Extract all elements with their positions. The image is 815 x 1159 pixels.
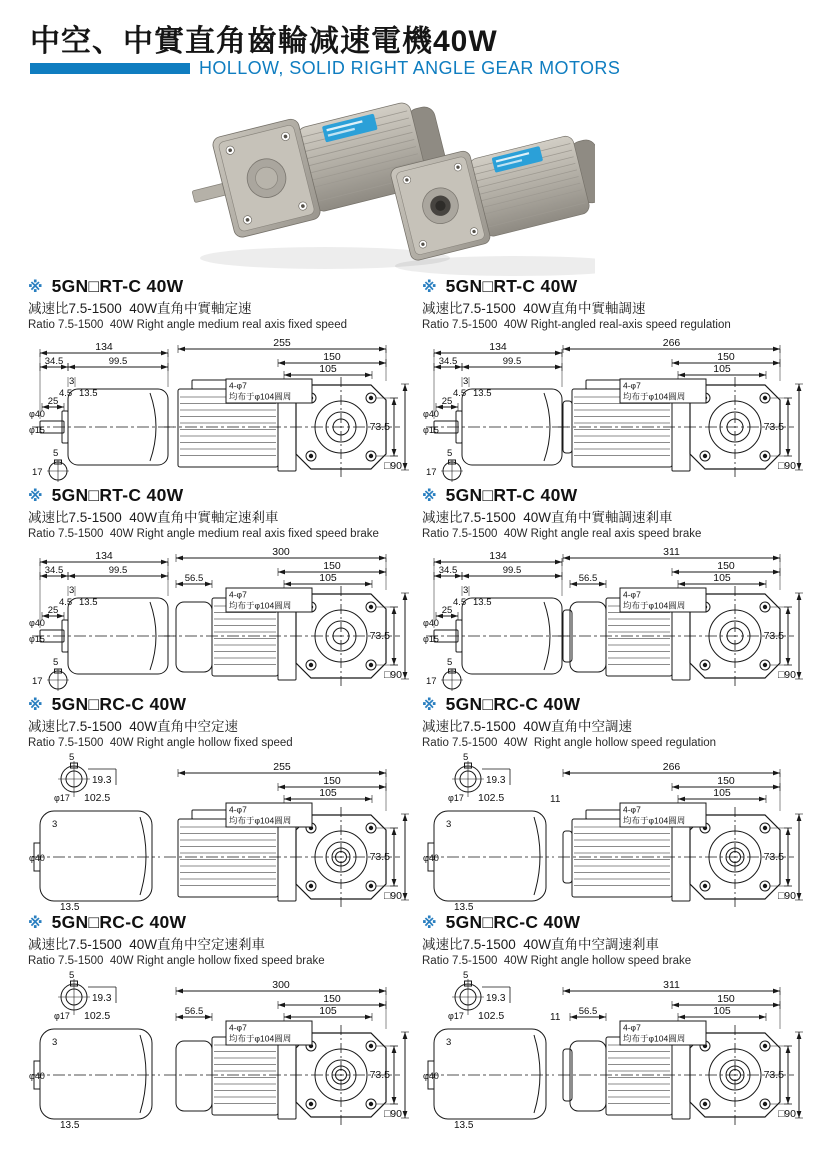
dim-label: 19.3 xyxy=(92,993,112,1004)
reference-mark-icon: ※ xyxy=(28,915,43,932)
dim-label: □90 xyxy=(777,1108,796,1120)
dim-label: φ15 xyxy=(423,634,439,644)
dim-label: 34.5 xyxy=(438,565,458,576)
dim-label: 13.5 xyxy=(60,902,80,911)
dim-label: 56.5 xyxy=(184,1006,204,1017)
dim-label: 73.5 xyxy=(369,851,390,863)
dim-label: □90 xyxy=(383,460,402,472)
dim-label: 255 xyxy=(273,761,291,773)
description-zh: 减速比7.5-1500 40W直角中空調速剎車 xyxy=(422,937,660,952)
dim-label: φ15 xyxy=(29,425,45,435)
section-header xyxy=(422,485,810,507)
model-name: 5GN□RC-C 40W xyxy=(445,912,581,932)
technical-drawing xyxy=(28,544,413,694)
dim-label: 34.5 xyxy=(44,356,64,367)
dim-label: 13.5 xyxy=(454,902,474,911)
dim-label: □90 xyxy=(777,890,796,902)
description-zh: 减速比7.5-1500 40W直角中空定速 xyxy=(28,719,239,734)
dim-label: 4-φ7 xyxy=(229,380,247,391)
dim-label: 13.5 xyxy=(79,388,98,399)
description-zh: 减速比7.5-1500 40W直角中實軸定速剎車 xyxy=(28,510,279,525)
dim-label: 134 xyxy=(95,341,113,353)
dim-label: □90 xyxy=(777,460,796,472)
dim-label: 19.3 xyxy=(486,993,506,1004)
dim-label: 均布于φ104圓周 xyxy=(229,391,292,402)
dim-label: 均布于φ104圓周 xyxy=(229,815,292,826)
dim-label: 150 xyxy=(717,351,735,363)
dim-label: 150 xyxy=(323,993,341,1005)
dim-label: 4.5 xyxy=(453,388,467,399)
technical-drawing xyxy=(28,971,413,1129)
dim-label: 105 xyxy=(319,572,337,584)
dim-label: 105 xyxy=(713,572,731,584)
product-photo-illustration xyxy=(185,80,595,276)
product-section xyxy=(422,276,810,485)
technical-drawing xyxy=(422,544,807,694)
dim-label: φ40 xyxy=(29,618,45,628)
dim-label: 73.5 xyxy=(763,421,784,433)
description-zh: 减速比7.5-1500 40W直角中實軸定速 xyxy=(28,301,252,316)
dim-label: 11 xyxy=(550,794,561,805)
dim-label: 17 xyxy=(426,467,437,478)
product-section xyxy=(28,485,416,694)
reference-mark-icon: ※ xyxy=(28,279,43,296)
section-header xyxy=(422,276,810,298)
dim-label: 均布于φ104圓周 xyxy=(623,600,686,611)
dim-label: 均布于φ104圓周 xyxy=(229,600,292,611)
dim-label: 73.5 xyxy=(369,421,390,433)
dim-label: φ40 xyxy=(423,618,439,628)
dim-label: 73.5 xyxy=(369,630,390,642)
dim-label: 19.3 xyxy=(92,775,112,786)
dim-label: 300 xyxy=(272,979,290,991)
dim-label: 266 xyxy=(662,337,681,349)
dim-label: 102.5 xyxy=(478,792,505,804)
dim-label: φ15 xyxy=(423,425,439,435)
dim-label: φ17 xyxy=(54,1011,70,1021)
description-en: Ratio 7.5-1500 40W Right angle hollow speed regulation xyxy=(422,737,717,749)
dim-label: 3 xyxy=(446,819,452,830)
dim-label: 均布于φ104圓周 xyxy=(229,1033,292,1044)
reference-mark-icon: ※ xyxy=(28,488,43,505)
dim-label: 266 xyxy=(662,761,681,773)
technical-drawing xyxy=(422,753,807,911)
dim-label: □90 xyxy=(777,669,796,681)
dim-label: φ40 xyxy=(29,1071,45,1081)
dim-label: 150 xyxy=(717,775,735,787)
dim-label: 134 xyxy=(95,550,113,562)
dim-label: 105 xyxy=(713,363,731,375)
dim-label: 311 xyxy=(663,546,680,558)
dim-label: 3 xyxy=(69,376,75,387)
dim-label: 73.5 xyxy=(763,851,784,863)
dim-label: 3 xyxy=(69,585,75,596)
section-header xyxy=(28,485,416,507)
section-header xyxy=(28,276,416,298)
dim-label: 均布于φ104圓周 xyxy=(623,391,686,402)
dim-label: 3 xyxy=(463,376,469,387)
description-zh: 减速比7.5-1500 40W直角中空定速剎車 xyxy=(28,937,266,952)
dim-label: 73.5 xyxy=(763,630,784,642)
output-shaft xyxy=(192,183,227,203)
dim-label: 均布于φ104圓周 xyxy=(623,815,686,826)
dim-label: 3 xyxy=(446,1037,452,1048)
product-section xyxy=(422,694,810,911)
technical-drawing xyxy=(422,971,807,1129)
product-section xyxy=(422,485,810,694)
dim-label: 3 xyxy=(463,585,469,596)
reference-mark-icon: ※ xyxy=(422,488,437,505)
dim-label: 17 xyxy=(32,676,43,687)
dim-label: 13.5 xyxy=(473,388,492,399)
dim-label: 102.5 xyxy=(84,792,111,804)
dim-label: 5 xyxy=(53,448,59,459)
description-en: Ratio 7.5-1500 40W Right angle medium real axis fixed speed brake xyxy=(28,528,379,540)
product-section xyxy=(28,276,416,485)
reference-mark-icon: ※ xyxy=(422,697,437,714)
page-title: 中空、中實直角齒輪减速電機40W xyxy=(30,25,498,58)
dim-label: 11 xyxy=(550,1012,561,1023)
model-name: 5GN□RT-C 40W xyxy=(445,485,578,505)
description-en: Ratio 7.5-1500 40W Right-angled real-axis speed regulation xyxy=(422,319,731,331)
dim-label: 5 xyxy=(447,448,453,459)
model-name: 5GN□RT-C 40W xyxy=(51,276,184,296)
dim-label: 4-φ7 xyxy=(623,804,641,815)
product-section xyxy=(422,912,810,1129)
model-name: 5GN□RT-C 40W xyxy=(51,485,184,505)
dim-label: 5 xyxy=(69,971,75,981)
section-header xyxy=(422,912,810,934)
reference-mark-icon: ※ xyxy=(422,279,437,296)
reference-mark-icon: ※ xyxy=(28,697,43,714)
technical-drawing xyxy=(28,753,413,911)
dim-label: 4-φ7 xyxy=(229,589,247,600)
dim-label: 4-φ7 xyxy=(623,380,641,391)
dim-label: 150 xyxy=(323,560,341,572)
dim-label: φ17 xyxy=(448,793,464,803)
dim-label: 255 xyxy=(273,337,291,349)
dim-label: 均布于φ104圓周 xyxy=(623,1033,686,1044)
reference-mark-icon: ※ xyxy=(422,915,437,932)
dim-label: 105 xyxy=(319,1005,337,1017)
dim-label: 99.5 xyxy=(502,356,522,367)
dim-label: □90 xyxy=(383,1108,402,1120)
dim-label: 25 xyxy=(47,605,59,616)
dim-label: 13.5 xyxy=(454,1120,474,1129)
dim-label: 19.3 xyxy=(486,775,506,786)
dim-label: 56.5 xyxy=(578,573,598,584)
page-subtitle: HOLLOW, SOLID RIGHT ANGLE GEAR MOTORS xyxy=(199,58,621,78)
dim-label: 300 xyxy=(272,546,290,558)
dim-label: φ15 xyxy=(29,634,45,644)
dim-label: 99.5 xyxy=(108,565,128,576)
description-zh: 减速比7.5-1500 40W直角中空調速 xyxy=(422,719,633,734)
description-en: Ratio 7.5-1500 40W Right angle medium real axis fixed speed xyxy=(28,319,347,331)
dim-label: 150 xyxy=(323,775,341,787)
dim-label: 34.5 xyxy=(438,356,458,367)
dim-label: 13.5 xyxy=(60,1120,80,1129)
dim-label: 105 xyxy=(713,1005,731,1017)
model-name: 5GN□RC-C 40W xyxy=(51,912,187,932)
dim-label: 134 xyxy=(489,550,507,562)
dim-label: 4-φ7 xyxy=(229,804,247,815)
dim-label: φ17 xyxy=(54,793,70,803)
dim-label: 25 xyxy=(441,605,453,616)
description-zh: 减速比7.5-1500 40W直角中實軸調速剎車 xyxy=(422,510,673,525)
technical-drawing xyxy=(422,335,807,485)
dim-label: φ40 xyxy=(29,853,45,863)
dim-label: 5 xyxy=(53,657,59,668)
section-header xyxy=(28,912,416,934)
dim-label: 105 xyxy=(319,363,337,375)
dim-label: 5 xyxy=(463,753,469,763)
dim-label: 4.5 xyxy=(453,597,467,608)
dim-label: φ17 xyxy=(448,1011,464,1021)
dim-label: 4.5 xyxy=(59,597,73,608)
dim-label: 4-φ7 xyxy=(623,589,641,600)
model-name: 5GN□RC-C 40W xyxy=(51,694,187,714)
dim-label: 4-φ7 xyxy=(229,1022,247,1033)
dim-label: □90 xyxy=(383,890,402,902)
dim-label: □90 xyxy=(383,669,402,681)
dim-label: φ40 xyxy=(29,409,45,419)
dim-label: φ40 xyxy=(423,409,439,419)
dim-label: 56.5 xyxy=(184,573,204,584)
page-subtitle-row xyxy=(30,58,620,79)
dim-label: 99.5 xyxy=(108,356,128,367)
technical-drawing xyxy=(28,335,413,485)
dim-label: 5 xyxy=(69,753,75,763)
dim-label: 34.5 xyxy=(44,565,64,576)
dim-label: 4-φ7 xyxy=(623,1022,641,1033)
description-en: Ratio 7.5-1500 40W Right angle hollow speed brake xyxy=(422,955,692,967)
dim-label: φ40 xyxy=(423,853,439,863)
dim-label: 5 xyxy=(463,971,469,981)
dim-label: 105 xyxy=(713,787,731,799)
description-en: Ratio 7.5-1500 40W Right angle hollow fixed speed xyxy=(28,737,293,749)
product-photo xyxy=(185,80,595,276)
dim-label: 102.5 xyxy=(478,1010,505,1022)
dim-label: 99.5 xyxy=(502,565,522,576)
dim-label: 25 xyxy=(441,396,453,407)
title-accent-bar xyxy=(30,63,190,74)
model-name: 5GN□RC-C 40W xyxy=(445,694,581,714)
dim-label: 73.5 xyxy=(369,1069,390,1081)
model-name: 5GN□RT-C 40W xyxy=(445,276,578,296)
dim-label: 56.5 xyxy=(578,1006,598,1017)
dim-label: 150 xyxy=(717,993,735,1005)
section-header xyxy=(422,694,810,716)
dim-label: 3 xyxy=(52,819,58,830)
description-en: Ratio 7.5-1500 40W Right angle hollow fixed speed brake xyxy=(28,955,325,967)
dim-label: 5 xyxy=(447,657,453,668)
dim-label: 17 xyxy=(426,676,437,687)
dim-label: φ40 xyxy=(423,1071,439,1081)
product-section xyxy=(28,694,416,911)
dim-label: 150 xyxy=(323,351,341,363)
dim-label: 311 xyxy=(663,979,680,991)
dim-label: 134 xyxy=(489,341,507,353)
dim-label: 4.5 xyxy=(59,388,73,399)
dim-label: 17 xyxy=(32,467,43,478)
description-en: Ratio 7.5-1500 40W Right angle real axis speed brake xyxy=(422,528,702,540)
section-header xyxy=(28,694,416,716)
description-zh: 减速比7.5-1500 40W直角中實軸調速 xyxy=(422,301,646,316)
dim-label: 3 xyxy=(52,1037,58,1048)
dim-label: 13.5 xyxy=(79,597,98,608)
dim-label: 73.5 xyxy=(763,1069,784,1081)
dim-label: 105 xyxy=(319,787,337,799)
dim-label: 150 xyxy=(717,560,735,572)
dim-label: 25 xyxy=(47,396,59,407)
dim-label: 102.5 xyxy=(84,1010,111,1022)
product-section xyxy=(28,912,416,1129)
dim-label: 13.5 xyxy=(473,597,492,608)
